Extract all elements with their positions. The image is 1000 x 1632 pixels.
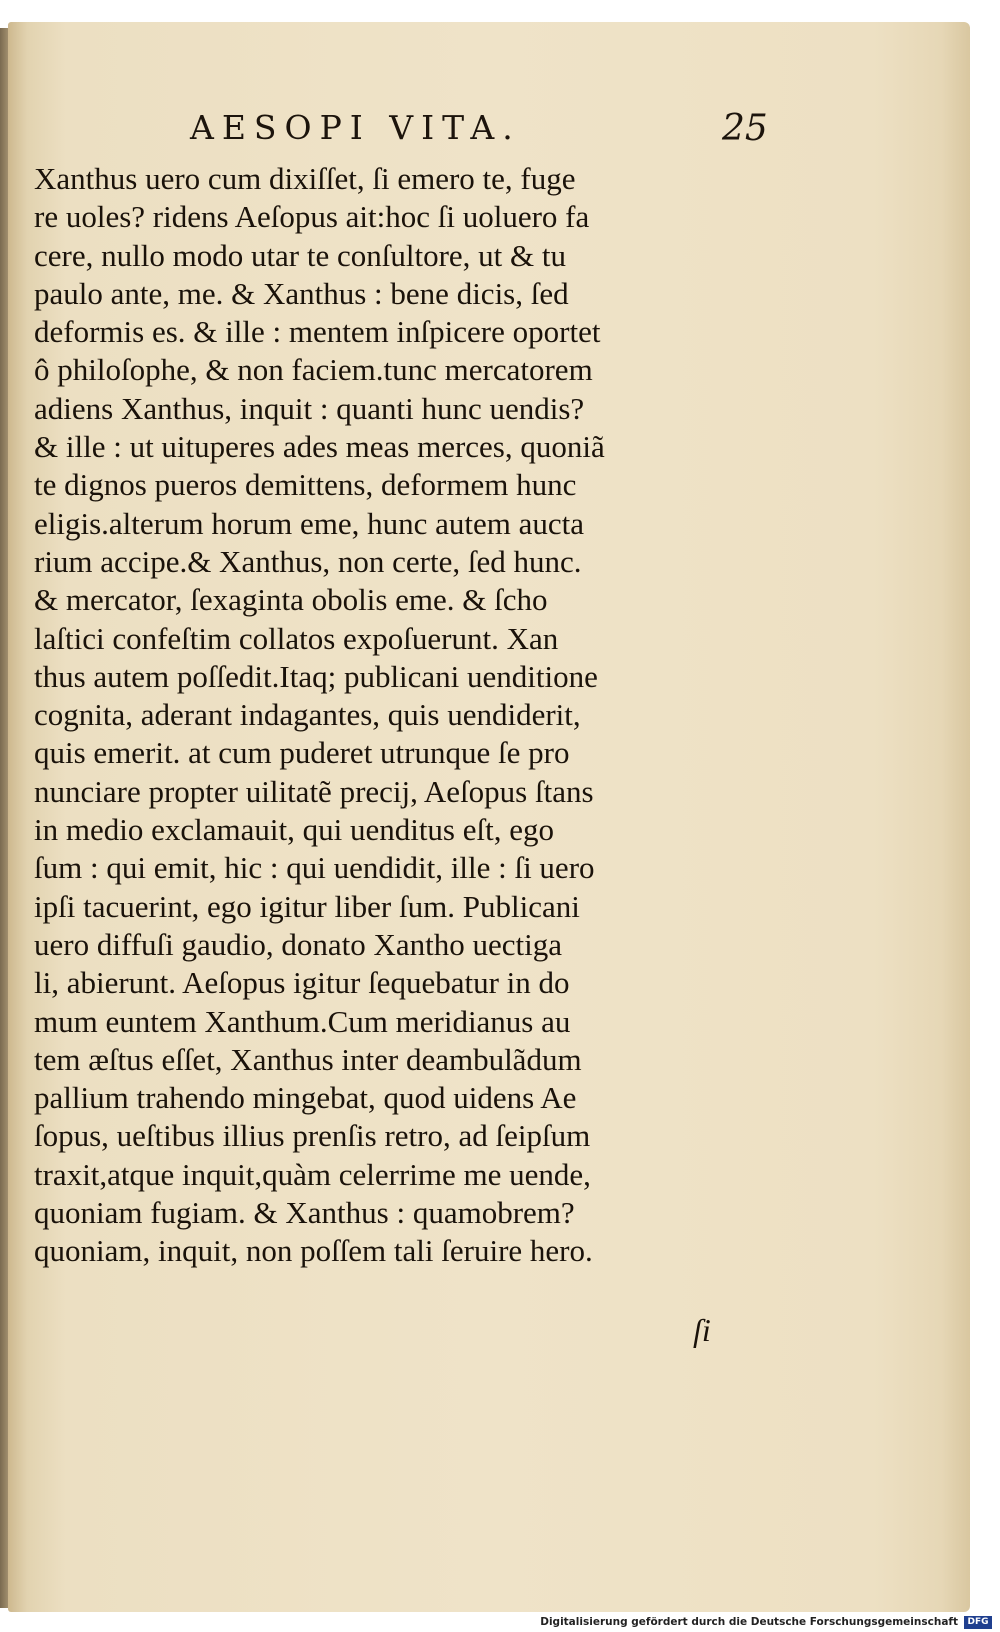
dfg-logo: DFG <box>964 1616 992 1629</box>
text-line: quoniam, inquit, non poſſem tali ſeruire hero. <box>34 1233 593 1269</box>
text-line: & mercator, ſexaginta obolis eme. & ſcho <box>34 582 548 618</box>
page-number: 25 <box>722 108 768 149</box>
text-line: li, abierunt. Aeſopus igitur ſequebatur in do <box>34 965 570 1001</box>
text-line: cere, nullo modo utar te conſultore, ut & tu <box>34 237 567 273</box>
text-line: cognita, aderant indagantes, quis uendiderit, <box>34 697 581 733</box>
text-line: pallium trahendo mingebat, quod uidens Ae <box>34 1080 577 1116</box>
text-line: adiens Xanthus, inquit : quanti hunc uendis? <box>34 390 585 426</box>
catchword: ſi <box>693 1312 711 1348</box>
text-line: tem æſtus eſſet, Xanthus inter deambulãdum <box>34 1041 582 1077</box>
text-line: quis emerit. at cum puderet utrunque ſe pro <box>34 735 570 771</box>
running-head: AESOPI VITA. <box>190 108 521 147</box>
text-line: ô philoſophe, & non faciem.tunc mercatorem <box>34 352 593 388</box>
text-line: Xanthus uero cum dixiſſet, ſi emero te, fuge <box>34 161 576 196</box>
digitization-credit: Digitalisierung gefördert durch die Deutsche Forschungsgemeinschaft <box>540 1616 958 1628</box>
text-line: deformis es. & ille : mentem inſpicere oportet <box>34 314 601 350</box>
text-line: thus autem poſſedit.Itaq; publicani uenditione <box>34 658 598 694</box>
text-line: ſum : qui emit, hic : qui uendidit, ille : ſi uero <box>34 850 595 886</box>
text-line: ſopus, ueſtibus illius prenſis retro, ad ſeipſum <box>34 1118 591 1154</box>
text-line: rium accipe.& Xanthus, non certe, ſed hunc. <box>34 543 582 579</box>
body-text <box>34 160 734 1271</box>
text-line: te dignos pueros demittens, deformem hunc <box>34 467 577 503</box>
text-line: laſtici confeſtim collatos expoſuerunt. Xan <box>34 620 559 656</box>
text-line: quoniam fugiam. & Xanthus : quamobrem? <box>34 1195 575 1231</box>
text-line: ipſi tacuerint, ego igitur liber ſum. Publicani <box>34 888 580 924</box>
text-line: eligis.alterum horum eme, hunc autem aucta <box>34 505 585 541</box>
text-line: re uoles? ridens Aeſopus ait:hoc ſi uoluero fa <box>34 199 590 235</box>
text-line: nunciare propter uilitatẽ precij, Aeſopus ſtans <box>34 773 594 809</box>
text-line: in medio exclamauit, qui uenditus eſt, ego <box>34 812 554 848</box>
text-line: paulo ante, me. & Xanthus : bene dicis, ſed <box>34 275 569 311</box>
text-line: uero diffuſi gaudio, donato Xantho uectiga <box>34 926 563 962</box>
text-line: traxit,atque inquit,quàm celerrime me uende, <box>34 1156 591 1192</box>
text-line: & ille : ut uituperes ades meas merces, quoniã <box>34 429 605 465</box>
text-line: mum euntem Xanthum.Cum meridianus au <box>34 1003 571 1039</box>
